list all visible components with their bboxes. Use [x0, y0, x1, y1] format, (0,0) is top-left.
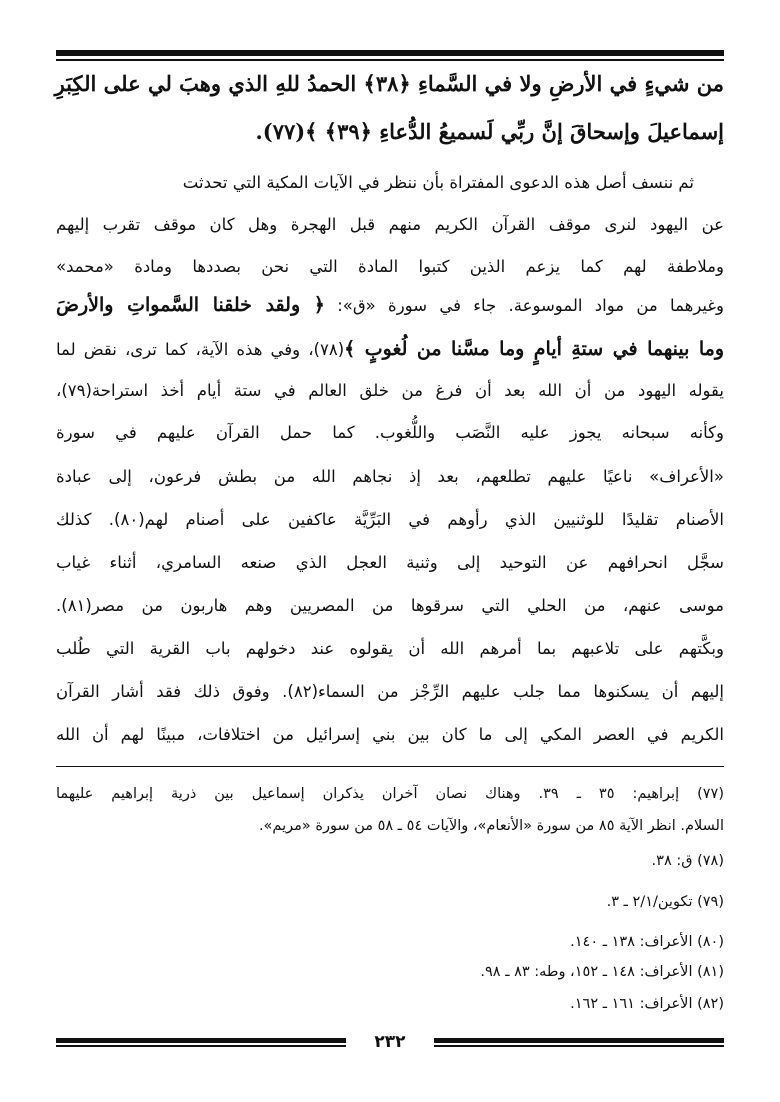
quran-verse-line-2: إسماعيلَ وإسحاقَ إنَّ ربِّي لَسميعُ الدُّعاءِ ﴿٣٩﴾ ﴾(٧٧).	[255, 119, 724, 144]
footnote-82: (٨٢) الأعراف: ١٦١ ـ ١٦٢.	[570, 996, 724, 1012]
body-paragraph-line-5	[56, 334, 724, 365]
body-paragraph-line-7: وكأنه سبحانه يجوز عليه النَّصَب واللُّغوب. كما حمل القرآن عليهم في سورة	[56, 423, 724, 442]
body-paragraph-line-8: «الأعراف» ناعيًا عليهم تطلعهم، بعد إذ نجاهم الله من بطش فرعون، إلى عبادة	[56, 467, 724, 486]
footnote-81: (٨١) الأعراف: ١٤٨ ـ ١٥٢، وطه: ٨٣ ـ ٩٨.	[480, 964, 724, 980]
body-paragraph-line-1: ثم ننسف أصل هذه الدعوى المفتراة بأن ننظر في الآيات المكية التي تحدثت	[182, 173, 694, 192]
body-paragraph-line-4	[56, 290, 724, 321]
page-number: ٢٣٢	[374, 1032, 406, 1052]
footer-rule-right-thin	[434, 1045, 724, 1047]
page-footer	[56, 1031, 724, 1053]
body-paragraph-line-9: الأصنام تقليدًا للوثنيين الذي رأوهم في البَرِّيَّة عاكفين على أصنام لهم(٨٠). كذلك	[56, 510, 724, 529]
body-paragraph-line-10: سجَّل انحرافهم عن التوحيد إلى وثنية العجل الذي صنعه السامري، أثناء غياب	[56, 553, 724, 572]
footnote-79: (٧٩) تكوين/٢/١ ـ ٣.	[606, 894, 724, 910]
footnote-77-line-1: (٧٧) إبراهيم: ٣٥ ـ ٣٩. وهناك نصان آخران يذكران إسماعيل بين ذرية إبراهيم عليهما	[56, 786, 725, 802]
footnote-77-line-2: السلام. انظر الآية ٨٥ من سورة «الأنعام»، والآيات ٥٤ ـ ٥٨ من سورة «مريم».	[258, 818, 724, 834]
body-paragraph-line-11: موسى عنهم، من الحلي التي سرقوها من المصريين وهم هاربون من مصر(٨١).	[56, 596, 724, 615]
footnote-78: (٧٨) ق: ٣٨.	[651, 853, 724, 869]
top-rule-thick	[56, 50, 724, 56]
quran-quote-segment: ﴿ ولقد خلقنا السَّمواتِ والأرضَ	[56, 294, 325, 316]
footer-rule-left	[56, 1038, 346, 1043]
footnote-80: (٨٠) الأعراف: ١٣٨ ـ ١٤٠.	[570, 934, 724, 950]
body-paragraph-line-6: يقوله اليهود من أن الله بعد أن فرغ من خلق العالم في ستة أيام أخذ استراحة(٧٩)،	[56, 381, 724, 400]
body-text-segment: وغيرهما من مواد الموسوعة. جاء في سورة «ق»:	[337, 296, 724, 315]
body-paragraph-line-13: إليهم أن يسكنوها مما جلب عليهم الرِّجْز من السماء(٨٢). وفوق ذلك فقد أشار القرآن	[56, 682, 724, 701]
body-paragraph-line-2: عن اليهود لنرى موقف القرآن الكريم منهم قبل الهجرة وهل كان موقف تقرب إليهم	[56, 215, 724, 234]
footnote-separator	[56, 766, 724, 767]
quran-quote-segment: وما بينهما في ستةِ أيامٍ وما مسَّنا من لُغوبٍ ﴾	[344, 338, 724, 360]
footer-rule-right	[434, 1038, 724, 1043]
top-rule-thin	[56, 59, 724, 61]
quran-verse-line-1: من شيءٍ في الأرضِ ولا في السَّماءِ ﴿٣٨﴾ الحمدُ للهِ الذي وهبَ لي على الكِبَرِ	[54, 71, 724, 96]
body-text-segment: (٧٨)، وفي هذه الآية، كما ترى، نقض لما	[56, 340, 345, 359]
footer-rule-left-thin	[56, 1045, 346, 1047]
body-paragraph-line-14: الكريم في العصر المكي إلى ما كان بين بني إسرائيل من اختلافات، مبينًا لهم أن الله	[56, 725, 724, 744]
body-paragraph-line-12: وبكَّتهم على تلاعبهم بما أمرهم الله أن يقولوه عند دخولهم باب القرية التي طُلب	[56, 639, 724, 658]
body-paragraph-line-3: وملاطفة لهم كما يزعم الذين كتبوا المادة التي نحن بصددها ومادة «محمد»	[56, 257, 724, 276]
